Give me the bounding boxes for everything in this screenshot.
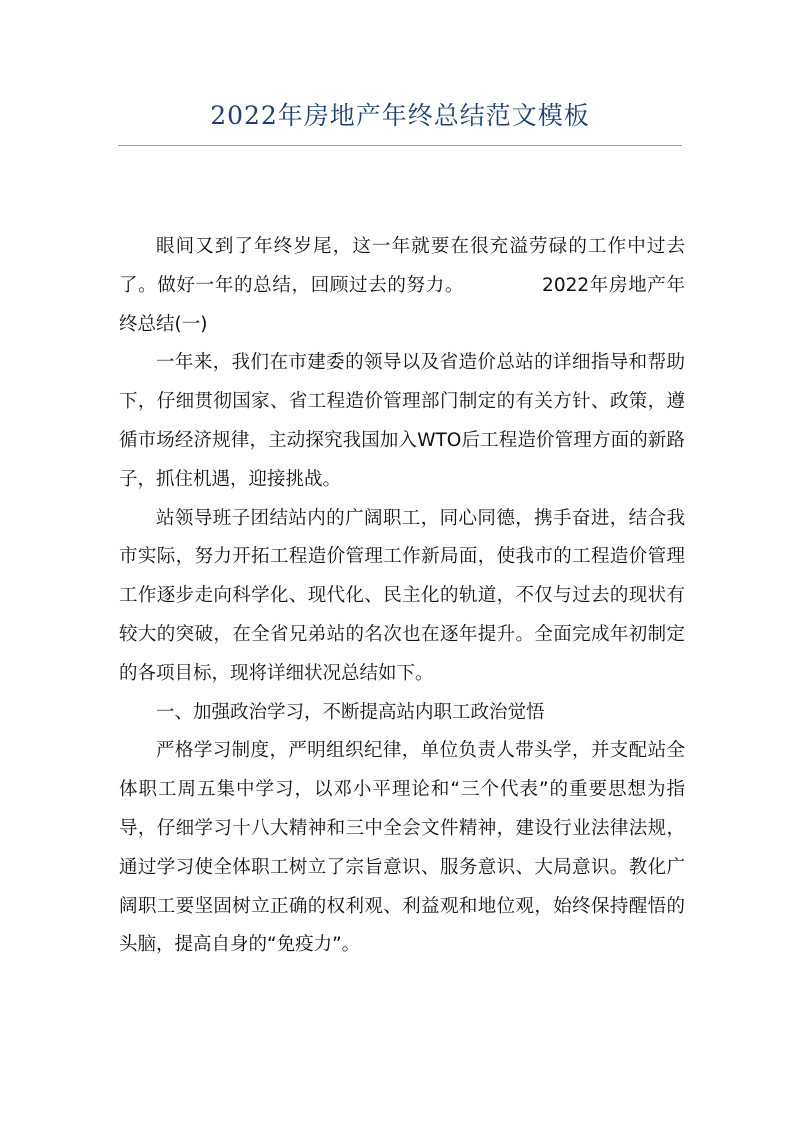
section-heading-1: 一、加强政治学习，不断提高站内职工政治觉悟 [156,701,545,723]
document-title: 2022年房地产年终总结范文模板 [210,101,590,130]
section-heading: 2022年房地产年终总结(一) [119,274,685,335]
intro-paragraph [119,228,685,344]
intro-text: 眼间又到了年终岁尾，这一年就要在很充溢劳碌的工作中过去了。做好一年的总结，回顾过去的努力。 [119,236,685,296]
document-body [119,228,685,965]
title-underline [118,145,682,146]
paragraph: 站领导班子团结站内的广阔职工，同心同德，携手奋进，结合我市实际，努力开拓工程造价管理工作新局面，使我市的工程造价管理工作逐步走向科学化、现代化、民主化的轨道，不仅与过去的现状有较大的突破，在全省兄弟站的名次也在逐年提升。全面完成年初制定的各项目标，现将详细状况总结如下。 [119,507,685,684]
paragraph: 一年来，我们在市建委的领导以及省造价总站的详细指导和帮助下，仔细贯彻国家、省工程造价管理部门制定的有关方针、政策，遵循市场经济规律，主动探究我国加入WTO后工程造价管理方面的新路子，抓住机遇，迎接挑战。 [119,352,685,490]
paragraph: 严格学习制度，严明组织纪律，单位负责人带头学，并支配站全体职工周五集中学习，以邓小平理论和“三个代表”的重要思想为指导，仔细学习十八大精神和三中全会文件精神，建设行业法律法规，通过学习使全体职工树立了宗旨意识、服务意识、大局意识。教化广阔职工要坚固树立正确的权利观、利益观和地位观，始终保持醒悟的头脑，提高自身的“免疫力”。 [119,740,685,956]
